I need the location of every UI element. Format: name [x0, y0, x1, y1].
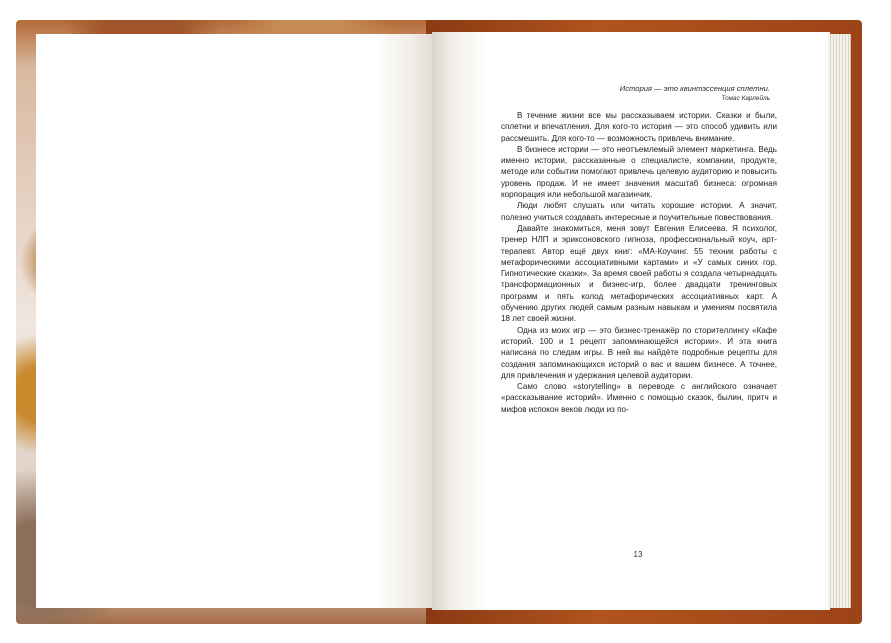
paragraph: Одна из моих игр — это бизнес-тренажёр по сторителлингу «Кафе историй. 100 и 1 рецепт запоминающейся истории». И эта книга написана по следам игры. В ней вы найдёте подробные рецепты для создания запоминающихся историй о вас и вашем бизнесе. А точнее, для привлечения и удержания целевой аудитории. [501, 325, 777, 380]
paragraph: Давайте знакомиться, меня зовут Евгения Елисеева. Я психолог, тренер НЛП и эриксоновского гипноза, профессиональный коуч, арт-терапевт. Автор ещё двух книг: «МА-Коучинг. 55 техник работы с метафорическими ассоциативными картами» и «У самых синих гор. Гипнотические сказки». За время своей работы я создала четырнадцать трансформационных и бизнес-игр, более двадцати тренинговых программ и пять колод метафорических ассоциативных карт. А обучению других людей самым разным навыкам и умениям посвятила 18 лет своей жизни. [501, 223, 777, 324]
paragraph: Люди любят слушать или читать хорошие истории. А значит, полезно учиться создавать интересные и поучительные повествования. [501, 201, 777, 222]
page-edges [828, 34, 851, 608]
paragraph: Само слово «storytelling» в переводе с английского означает «рассказывание историй». Именно с помощью сказок, былин, притч и мифов испокон веков люди из по- [501, 382, 777, 414]
paragraph: В течение жизни все мы рассказываем истории. Сказки и были, сплетни и впечатления. Для кого-то история — это способ удивить или рассмешить. Для кого-то — возможность привлечь внимание. [501, 111, 777, 143]
body-text [501, 110, 777, 415]
paragraph: В бизнесе истории — это неотъемлемый элемент маркетинга. Ведь именно истории, рассказанные о специалисте, компании, продукте, методе или событии помогают привлечь целевую аудиторию и повысить уровень продаж. И не имеет значения масштаб бизнеса: огромная корпорация или небольшой магазинчик. [501, 144, 777, 200]
epigraph-author: Томас Карлейль [721, 95, 770, 102]
left-page-blank [36, 34, 432, 608]
page-number: 13 [633, 550, 643, 559]
epigraph [490, 83, 770, 103]
epigraph-quote: История — это квинтэссенция сплетни. [619, 84, 770, 93]
